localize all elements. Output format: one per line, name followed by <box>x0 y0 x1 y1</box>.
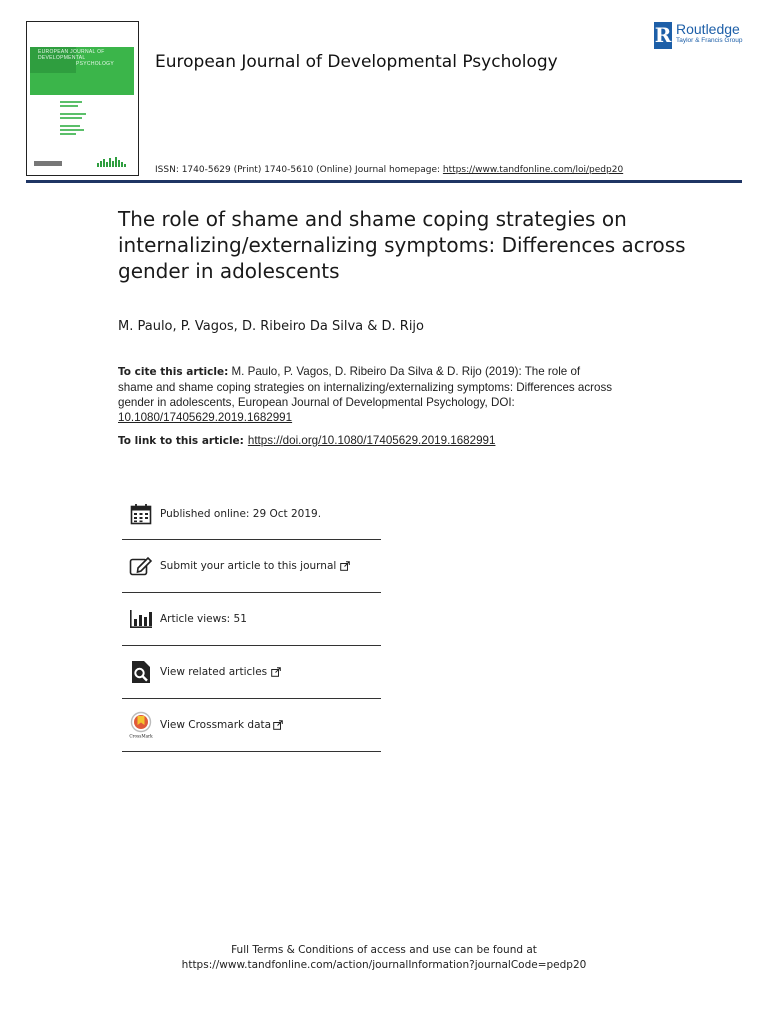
crossmark-label: View Crossmark data <box>160 719 272 731</box>
cover-title-line: EUROPEAN JOURNAL OF <box>38 49 105 55</box>
bar-chart-icon <box>126 606 156 632</box>
cite-doi-link[interactable]: 10.1080/17405629.2019.1682991 <box>118 411 293 424</box>
link-label: To link to this article: <box>118 435 244 447</box>
journal-name: European Journal of Developmental Psychology <box>155 52 558 72</box>
article-title: The role of shame and shame coping strategies on internalizing/externalizing symptoms: Differences across gender in adolescents <box>118 207 686 283</box>
footer-terms-url[interactable]: https://www.tandfonline.com/action/journalInformation?journalCode=pedp20 <box>181 959 587 971</box>
cover-title-line: PSYCHOLOGY <box>76 61 115 67</box>
cite-text: M. Paulo, P. Vagos, D. Ribeiro Da Silva & D. Rijo (2019): The role of shame and shame coping strategies on internalizing/externalizing symptoms: Differences across gender in adolescents, European Journal of Developmental Psychology, DOI: <box>118 365 613 409</box>
cover-title-line: DEVELOPMENTAL <box>38 55 86 61</box>
calendar-icon <box>126 501 156 527</box>
cover-art <box>30 25 135 172</box>
edit-icon <box>126 553 156 579</box>
submit-article-link[interactable] <box>160 560 350 572</box>
journal-homepage-link[interactable]: https://www.tandfonline.com/loi/pedp20 <box>442 165 624 175</box>
header-rule <box>26 180 742 183</box>
related-search-icon <box>126 659 156 685</box>
issn-line <box>155 165 623 175</box>
cover-bars <box>97 157 126 167</box>
external-link-icon <box>273 720 283 730</box>
crossmark-link[interactable] <box>160 719 283 731</box>
published-date: Published online: 29 Oct 2019. <box>160 507 322 520</box>
publisher-group: Taylor & Francis Group <box>676 37 743 44</box>
related-label: View related articles <box>160 666 268 678</box>
cite-label: To cite this article: <box>118 366 229 378</box>
crossmark-icon <box>126 712 156 738</box>
article-views: Article views: 51 <box>160 613 247 625</box>
cover-title <box>38 49 114 67</box>
journal-cover <box>26 21 139 176</box>
crossmark-row[interactable] <box>122 699 381 752</box>
views-row <box>122 593 381 646</box>
publisher-logo <box>654 22 742 49</box>
publisher-text <box>676 22 742 45</box>
article-authors: M. Paulo, P. Vagos, D. Ribeiro Da Silva & D. Rijo <box>118 319 425 334</box>
submit-row[interactable] <box>122 540 381 593</box>
publisher-name: Routledge <box>676 21 740 37</box>
page-footer <box>0 943 768 973</box>
cover-footer <box>30 156 134 170</box>
routledge-r-icon: R <box>654 23 672 47</box>
external-link-icon <box>340 561 350 571</box>
citation-block <box>118 364 618 425</box>
related-articles-link[interactable] <box>160 666 281 678</box>
crossmark-logo-text: CrossMark <box>129 733 153 739</box>
published-row <box>122 488 381 540</box>
article-info-list <box>122 488 381 752</box>
footer-terms: Full Terms & Conditions of access and use can be found at <box>231 944 537 956</box>
submit-label: Submit your article to this journal <box>160 560 337 572</box>
article-doi-link[interactable]: https://doi.org/10.1080/17405629.2019.1682991 <box>247 434 496 447</box>
cover-publisher-mark <box>34 161 62 166</box>
issn-text: ISSN: 1740-5629 (Print) 1740-5610 (Online) Journal homepage: <box>155 165 443 175</box>
related-row[interactable] <box>122 646 381 699</box>
article-link-line <box>118 434 495 447</box>
external-link-icon <box>271 667 281 677</box>
